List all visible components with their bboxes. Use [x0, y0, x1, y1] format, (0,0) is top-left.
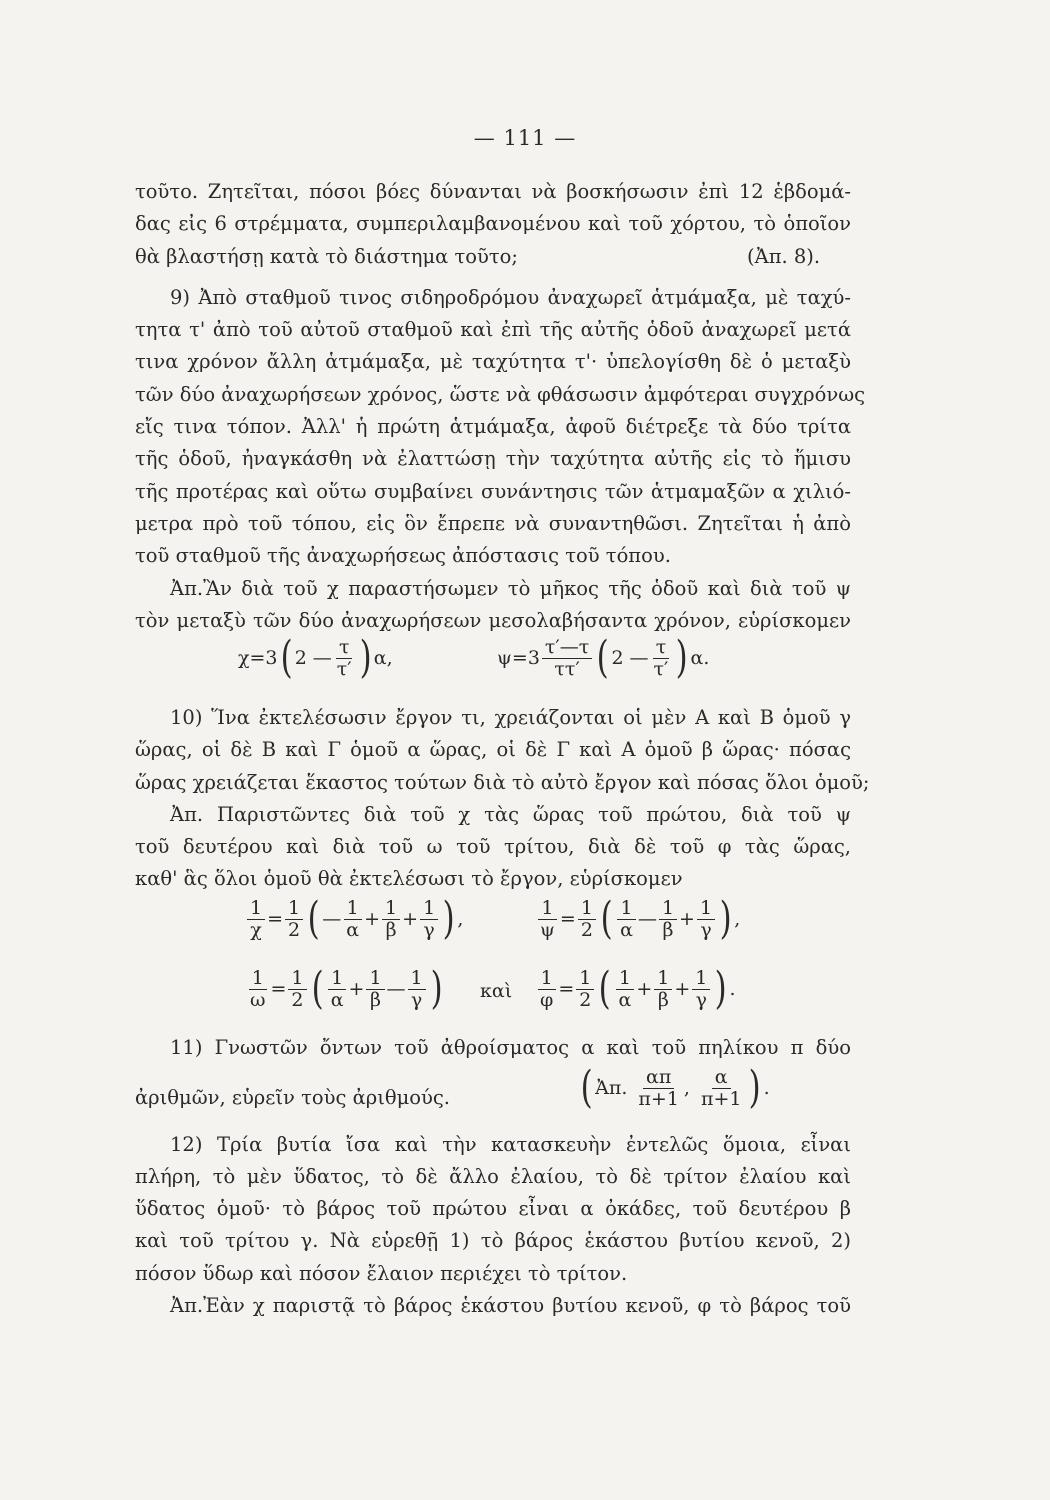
text-line: τοῦ σταθμοῦ τῆς ἀναχωρήσεως ἀπόστασις τοῦ τόπου.: [135, 544, 671, 567]
text-line: 11) Γνωστῶν ὄντων τοῦ ἀθροίσματος α καὶ τοῦ πηλίκου π δύο: [170, 1036, 851, 1059]
formula-1-over-omega: $\frac{1}{\omega}$ = $\frac{1}{2}$ ( $\frac{1}{\alpha}$ + $\frac{1}{\beta}$ — $\frac{1}{\gamma}$ ): [250, 963, 443, 1014]
text-line: 10) Ἵνα ἐκτελέσωσιν ἔργον τι, χρειάζονται οἱ μὲν Α καὶ Β ὁμοῦ γ: [170, 706, 851, 729]
text-line: δας εἰς 6 στρέμματα, συμπεριλαμβανομένου καὶ τοῦ χόρτου, τὸ ὁποῖον: [135, 212, 851, 235]
answer-8: (Ἀπ. 8).: [747, 245, 821, 268]
text-line: τινα χρόνον ἄλλη ἁτμάμαξα, μὲ ταχύτητα τ'· ὑπελογίσθη δὲ ὁ μεταξὺ: [135, 350, 851, 373]
text-line: ὕδατος ὁμοῦ· τὸ βάρος τοῦ πρώτου εἶναι α ὀκάδες, τοῦ δευτέρου β: [135, 1197, 851, 1220]
text-line: τῶν δύο ἀναχωρήσεων χρόνος, ὥστε νὰ φθάσωσιν ἀμφότεραι συγχρόνως: [135, 383, 866, 406]
formula-psi: ψ =3 $\frac{\tau'—\tau}{\tau\tau'}$ ( 2 — $\frac{\tau}{\tau'}$ ) α .: [497, 632, 710, 683]
text-line: [135, 242, 518, 272]
text-span: θὰ βλαστήσῃ κατὰ τὸ διάστημα τοῦτο;: [135, 245, 518, 268]
text-line: καὶ τοῦ τρίτου γ. Νὰ εὑρεθῇ 1) τὸ βάρος ἑκάστου βυτίου κενοῦ, 2): [135, 1229, 851, 1252]
text-line: τητα τ' ἀπὸ τοῦ αὐτοῦ σταθμοῦ καὶ ἐπὶ τῆς αὐτῆς ὁδοῦ ἀναχωρεῖ μετά: [135, 318, 851, 341]
answer-11: ( Ἀπ. $\frac{\alpha\pi}{\pi+1}$ , $\frac{\alpha}{\pi+1}$ ) .: [580, 1062, 770, 1113]
text-line: καθ' ἃς ὅλοι ὁμοῦ θὰ ἐκτελέσωσι τὸ ἔργον, εὑρίσκομεν: [135, 867, 683, 890]
formula-1-over-psi: $\frac{1}{\psi}$ = $\frac{1}{2}$ ( $\frac{1}{\alpha}$ — $\frac{1}{\beta}$ + $\frac{1}{\gamma}$ ) ,: [540, 893, 741, 944]
text-line: Ἀπ.Ἂν διὰ τοῦ χ παραστήσωμεν τὸ μῆκος τῆς ὁδοῦ καὶ διὰ τοῦ ψ: [170, 577, 851, 600]
text-line: μετρα πρὸ τοῦ τόπου, εἰς ὃν ἔπρεπε νὰ συναντηθῶσι. Ζητεῖται ἡ ἀπὸ: [135, 512, 851, 535]
formula-chi: χ =3 ( 2 — $\frac{\tau}{\tau'}$ ) α ,: [238, 632, 393, 683]
text-line: τοῦ δευτέρου καὶ διὰ τοῦ ω τοῦ τρίτου, διὰ δὲ τοῦ φ τὰς ὥρας,: [135, 835, 851, 858]
text-line: τῆς προτέρας καὶ οὕτω συμβαίνει συνάντησις τῶν ἁτμαμαξῶν α χιλιό-: [135, 480, 851, 503]
text-line: ὥρας χρειάζεται ἕκαστος τούτων διὰ τὸ αὐτὸ ἔργον καὶ πόσας ὅλοι ὁμοῦ;: [135, 771, 870, 794]
text-line: πλήρη, τὸ μὲν ὕδατος, τὸ δὲ ἄλλο ἐλαίου, τὸ δὲ τρίτον ἐλαίου καὶ: [135, 1165, 851, 1188]
text-line: πόσον ὕδωρ καὶ πόσον ἔλαιον περιέχει τὸ τρίτον.: [135, 1262, 628, 1285]
text-line: ὥρας, οἱ δὲ Β καὶ Γ ὁμοῦ α ὥρας, οἱ δὲ Γ καὶ Α ὁμοῦ β ὥρας· πόσας: [135, 738, 851, 761]
text-line: ἀριθμῶν, εὑρεῖν τοὺς ἀριθμούς.: [135, 1086, 450, 1109]
page-number: — 111 —: [473, 126, 577, 150]
formula-kai: καὶ: [480, 980, 513, 1002]
text-line: εἴς τινα τόπον. Ἀλλ' ἡ πρώτη ἁτμάμαξα, ἀφοῦ διέτρεξε τὰ δύο τρίτα: [135, 415, 851, 438]
text-line: 9) Ἀπὸ σταθμοῦ τινος σιδηροδρόμου ἀναχωρεῖ ἁτμάμαξα, μὲ ταχύ-: [170, 286, 851, 309]
text-line: 12) Τρία βυτία ἴσα καὶ τὴν κατασκευὴν ἐντελῶς ὅμοια, εἶναι: [170, 1133, 851, 1156]
text-line: Ἀπ. Παριστῶντες διὰ τοῦ χ τὰς ὥρας τοῦ πρώτου, διὰ τοῦ ψ: [170, 803, 851, 826]
text-line: τὸν μεταξὺ τῶν δύο ἀναχωρήσεων μεσολαβήσαντα χρόνον, εὑρίσκομεν: [135, 609, 851, 632]
formula-1-over-chi: $\frac{1}{\chi}$ = $\frac{1}{2}$ ( — $\frac{1}{\alpha}$ + $\frac{1}{\beta}$ + $\frac{1}{\gamma}$ ) ,: [245, 897, 463, 941]
formula-1-over-phi: $\frac{1}{\varphi}$ = $\frac{1}{2}$ ( $\frac{1}{\alpha}$ + $\frac{1}{\beta}$ + $\frac{1}{\gamma}$ ) .: [535, 967, 736, 1011]
text-line: Ἀπ.Ἐὰν χ παριστᾷ τὸ βάρος ἑκάστου βυτίου κενοῦ, φ τὸ βάρος τοῦ: [170, 1294, 851, 1317]
text-line: τῆς ὁδοῦ, ἠναγκάσθη νὰ ἐλαττώσῃ τὴν ταχύτητα αὐτῆς εἰς τὸ ἥμισυ: [135, 447, 851, 470]
text-line: τοῦτο. Ζητεῖται, πόσοι βόες δύνανται νὰ βοσκήσωσιν ἐπὶ 12 ἑβδομά-: [135, 180, 851, 203]
